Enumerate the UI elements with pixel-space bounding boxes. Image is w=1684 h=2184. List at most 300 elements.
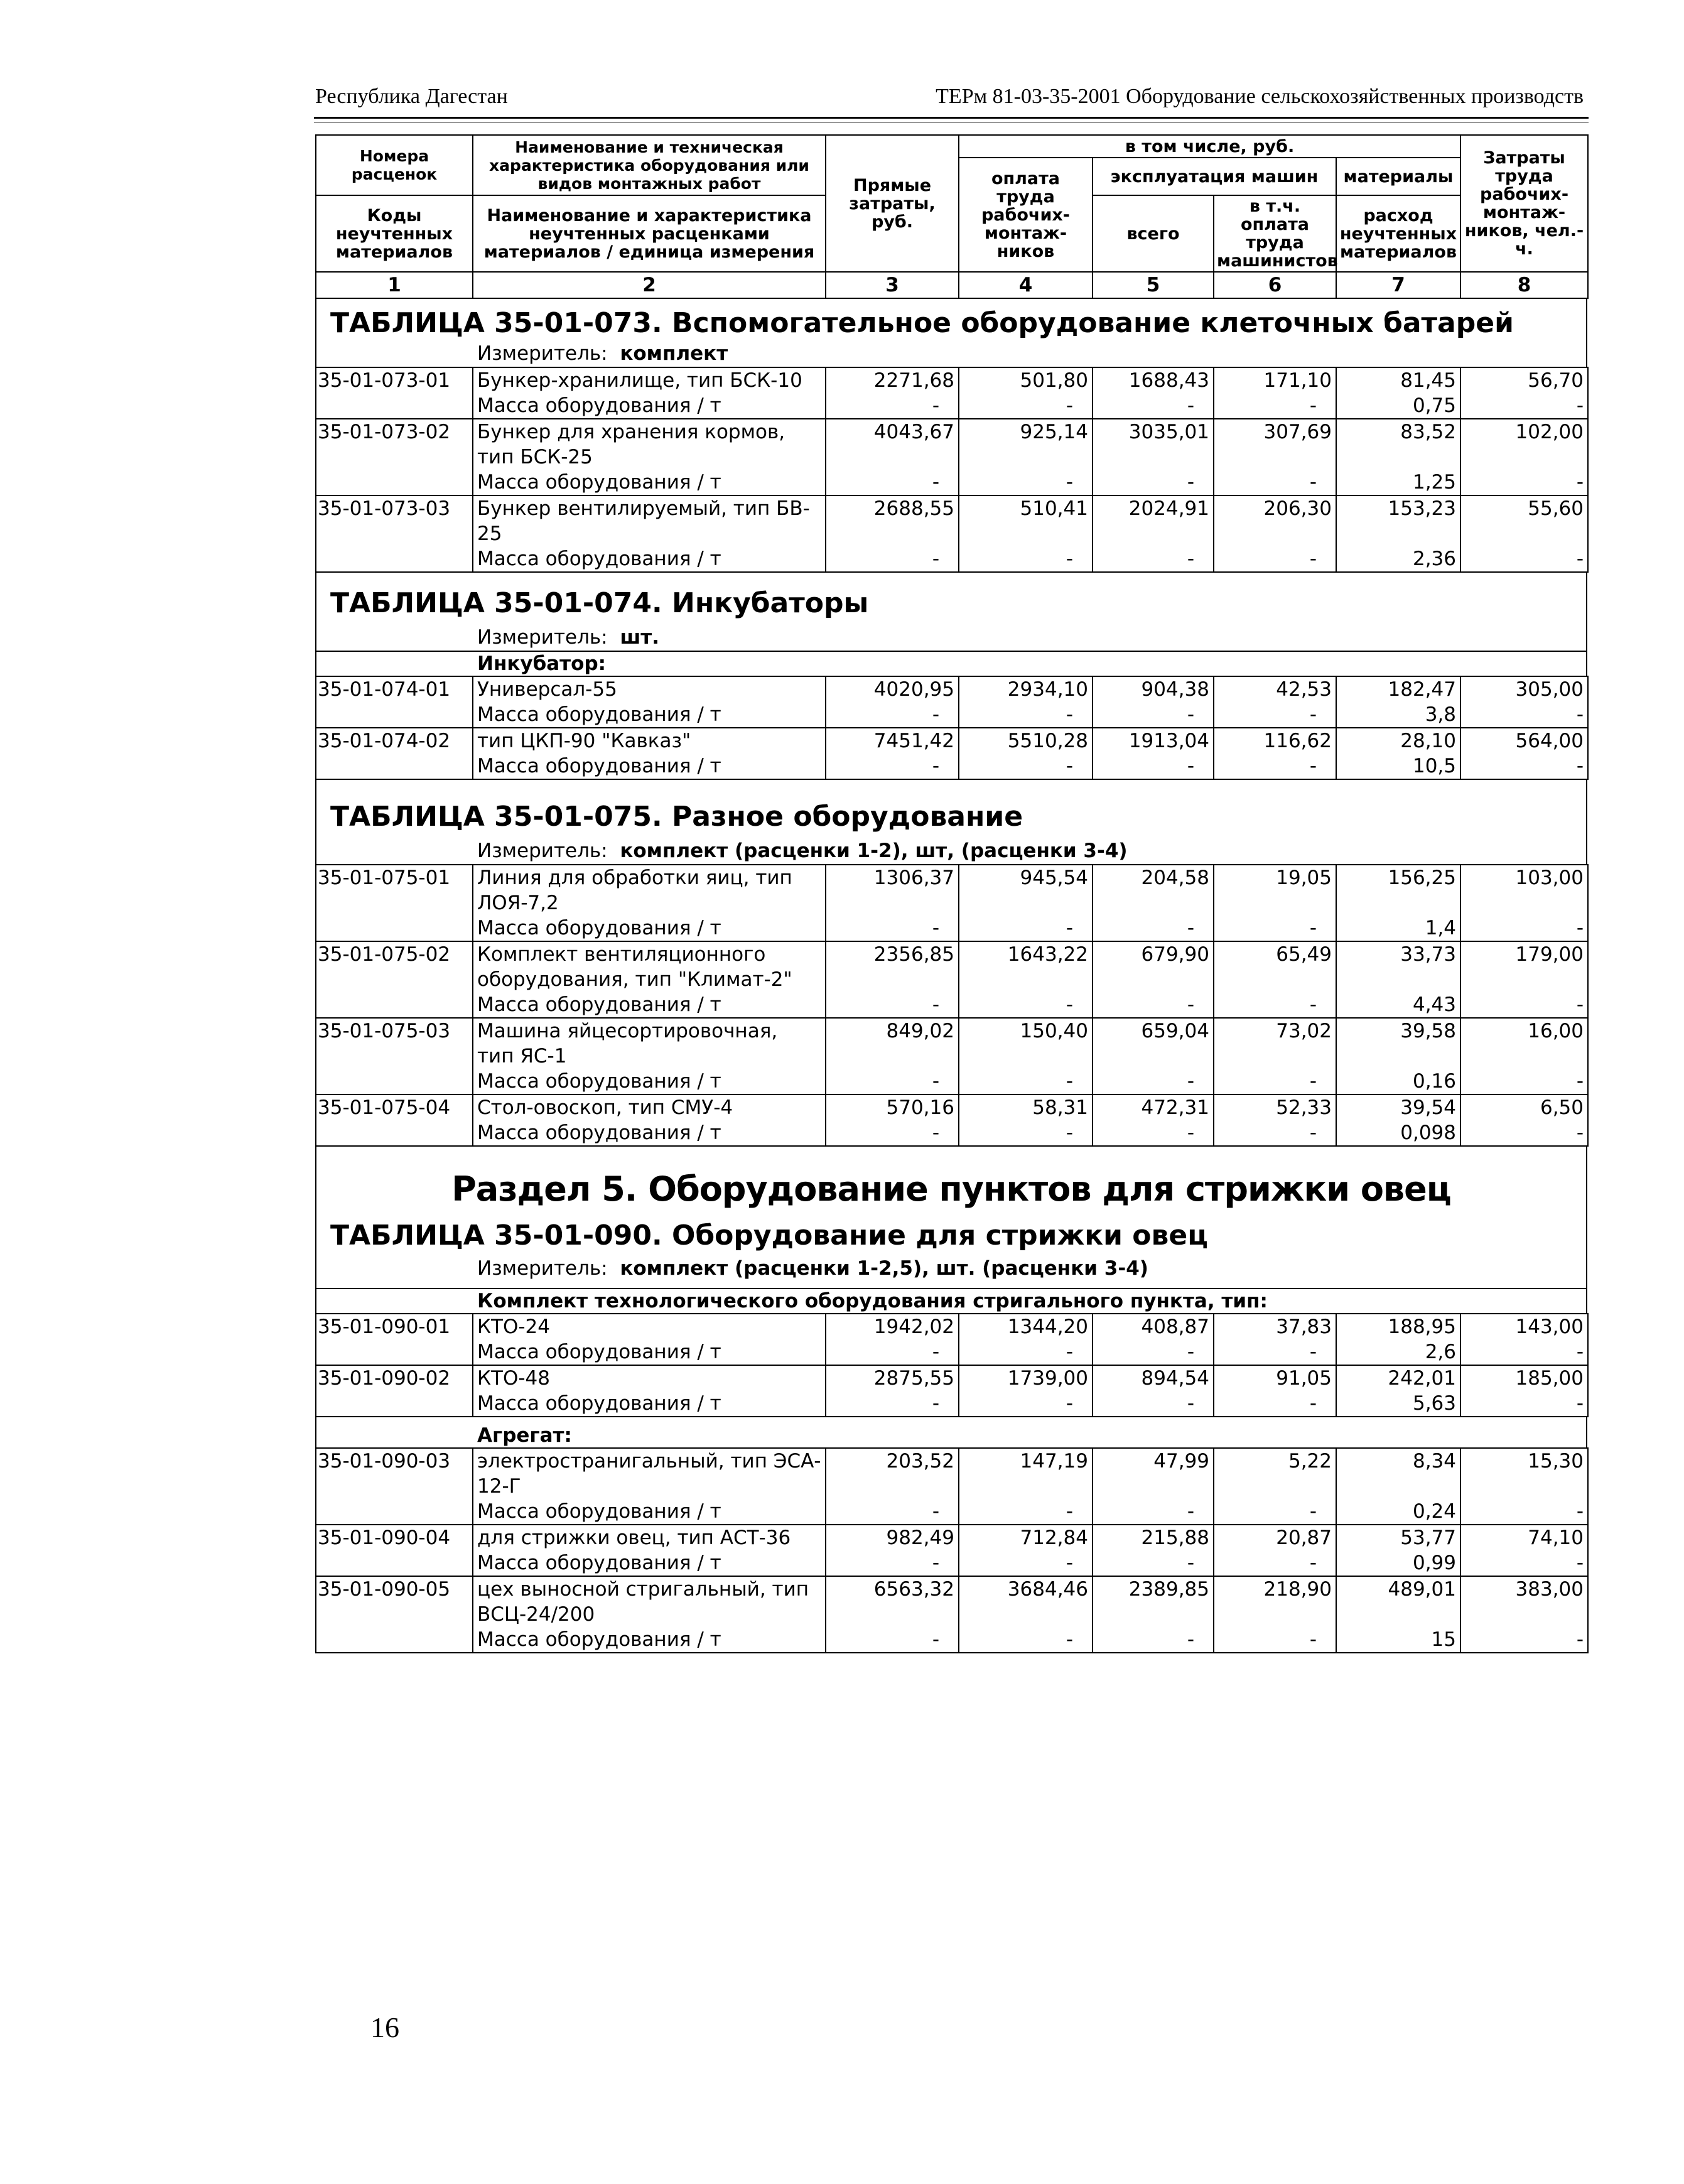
- rate-value: 143,00: [1460, 1314, 1588, 1339]
- dash-cell: -: [1214, 916, 1336, 941]
- header-left: Республика Дагестан: [315, 85, 508, 108]
- header-incl: в том числе, руб.: [959, 135, 1460, 158]
- dash-cell: -: [1093, 470, 1214, 495]
- dash-cell: -: [826, 916, 959, 941]
- dash-cell: -: [1460, 1499, 1588, 1525]
- mass-value: 2,6: [1336, 1339, 1460, 1365]
- mass-row: [316, 754, 1588, 779]
- dash-cell: -: [826, 702, 959, 728]
- table-090-rows-2: [315, 1447, 1587, 1653]
- rate-name: [473, 1525, 826, 1550]
- rate-name-line: ВСЦ-24/200: [477, 1603, 595, 1626]
- rate-name: [473, 1576, 826, 1627]
- mass-row: [316, 1499, 1588, 1525]
- header-right: ТЕРм 81-03-35-2001 Оборудование сельскохозяйственных производств: [936, 85, 1584, 108]
- dash-cell: -: [826, 1120, 959, 1146]
- mass-label: Масса оборудования / т: [473, 1120, 826, 1146]
- rate-value: 15,30: [1460, 1448, 1588, 1499]
- header-col2-bottom: Наименование и характеристика неучтенных расценками материалов / единица измерения: [473, 195, 826, 272]
- header-col2-top: Наименование и техническая характеристика оборудования или видов монтажных работ: [473, 135, 826, 195]
- rate-name-line: Бункер для хранения кормов,: [477, 421, 785, 443]
- rate-value: 28,10: [1336, 728, 1460, 754]
- header-machines: эксплуатация машин: [1093, 158, 1336, 195]
- mass-row: [316, 1339, 1588, 1365]
- mass-row: [316, 546, 1588, 572]
- empty-cell: [316, 1627, 473, 1653]
- rate-value: 570,16: [826, 1095, 959, 1120]
- table-row: [316, 941, 1588, 992]
- rate-name-line: Комплект вентиляционного: [477, 943, 766, 966]
- rate-name-line: 25: [477, 522, 502, 545]
- empty-cell: [316, 393, 473, 419]
- rate-value: 2875,55: [826, 1365, 959, 1391]
- rate-value: 305,00: [1460, 676, 1588, 702]
- rate-name: [473, 419, 826, 470]
- dash-cell: -: [826, 1069, 959, 1095]
- rate-value: 56,70: [1460, 367, 1588, 393]
- dash-cell: -: [1214, 1339, 1336, 1365]
- dash-cell: -: [1093, 1120, 1214, 1146]
- header-col7: расход неучтенных материалов: [1336, 195, 1460, 272]
- dash-cell: -: [959, 1627, 1093, 1653]
- dash-cell: -: [1214, 1627, 1336, 1653]
- mass-row: [316, 916, 1588, 941]
- rate-value: 153,23: [1336, 495, 1460, 546]
- rate-value: 408,87: [1093, 1314, 1214, 1339]
- rate-value: 659,04: [1093, 1018, 1214, 1069]
- dash-cell: -: [1460, 470, 1588, 495]
- rate-value: 3684,46: [959, 1576, 1093, 1627]
- dash-cell: -: [959, 470, 1093, 495]
- rate-name-line: электространигальный, тип ЭСА-: [477, 1450, 821, 1473]
- rate-value: 2271,68: [826, 367, 959, 393]
- dash-cell: -: [1460, 393, 1588, 419]
- rate-value: 3035,01: [1093, 419, 1214, 470]
- rate-value: 179,00: [1460, 941, 1588, 992]
- dash-cell: -: [1460, 916, 1588, 941]
- rate-value: 185,00: [1460, 1365, 1588, 1391]
- measure-label: Измеритель:: [477, 626, 608, 649]
- mass-label: Масса оборудования / т: [473, 992, 826, 1018]
- rate-value: 19,05: [1214, 865, 1336, 916]
- mass-value: 0,16: [1336, 1069, 1460, 1095]
- rate-value: 147,19: [959, 1448, 1093, 1499]
- rate-name: [473, 1018, 826, 1069]
- rate-code: 35-01-075-02: [316, 941, 473, 992]
- rate-value: 91,05: [1214, 1365, 1336, 1391]
- rate-value: 83,52: [1336, 419, 1460, 470]
- header-col1-bottom: Коды неучтенных материалов: [316, 195, 473, 272]
- dash-cell: -: [1460, 1627, 1588, 1653]
- col-number: 4: [959, 272, 1093, 298]
- dash-cell: -: [1093, 916, 1214, 941]
- table-075-rows: [315, 864, 1587, 1147]
- empty-cell: [316, 992, 473, 1018]
- rate-value: 16,00: [1460, 1018, 1588, 1069]
- col-number: 1: [316, 272, 473, 298]
- rate-value: 472,31: [1093, 1095, 1214, 1120]
- rate-code: 35-01-075-04: [316, 1095, 473, 1120]
- table-075-block: [315, 780, 1587, 864]
- dash-cell: -: [959, 1120, 1093, 1146]
- mass-label: Масса оборудования / т: [473, 470, 826, 495]
- rate-value: 171,10: [1214, 367, 1336, 393]
- empty-cell: [316, 1339, 473, 1365]
- dash-cell: -: [1460, 1120, 1588, 1146]
- dash-cell: -: [826, 1627, 959, 1653]
- dash-cell: -: [1460, 1339, 1588, 1365]
- mass-label: Масса оборудования / т: [473, 1499, 826, 1525]
- header-col5: всего: [1093, 195, 1214, 272]
- col-number: 5: [1093, 272, 1214, 298]
- rate-value: 945,54: [959, 865, 1093, 916]
- rate-value: 564,00: [1460, 728, 1588, 754]
- rate-name: [473, 865, 826, 916]
- dash-cell: -: [826, 393, 959, 419]
- section-title: Раздел 5. Оборудование пунктов для стрижки овец: [451, 1169, 1451, 1209]
- table-row: [316, 676, 1588, 702]
- col-number: 6: [1214, 272, 1336, 298]
- measure-line: [316, 619, 1586, 651]
- rate-name-line: Бункер-хранилище, тип БСК-10: [477, 369, 802, 392]
- header-col1-top: Номера расценок: [316, 135, 473, 195]
- group-label: Агрегат:: [477, 1424, 572, 1447]
- mass-value: 1,25: [1336, 470, 1460, 495]
- mass-row: [316, 1550, 1588, 1576]
- rate-code: 35-01-073-01: [316, 367, 473, 393]
- table-073-block: [315, 299, 1587, 367]
- table-row: [316, 728, 1588, 754]
- rate-code: 35-01-074-01: [316, 676, 473, 702]
- rate-value: 307,69: [1214, 419, 1336, 470]
- rate-table: [315, 1447, 1589, 1653]
- rate-name-line: цех выносной стригальный, тип: [477, 1578, 809, 1601]
- table-row: [316, 865, 1588, 916]
- rate-value: 103,00: [1460, 865, 1588, 916]
- dash-cell: -: [1214, 393, 1336, 419]
- measure-label: Измеритель:: [477, 840, 608, 862]
- rate-value: 2356,85: [826, 941, 959, 992]
- mass-value: 0,75: [1336, 393, 1460, 419]
- rate-name-line: Линия для обработки яиц, тип: [477, 867, 792, 889]
- header-col6: в т.ч. оплата труда машинистов: [1214, 195, 1336, 272]
- rate-code: 35-01-073-02: [316, 419, 473, 470]
- dash-cell: -: [1093, 1627, 1214, 1653]
- table-090-block: [315, 1147, 1587, 1313]
- dash-cell: -: [1214, 1120, 1336, 1146]
- rate-name-line: ЛОЯ-7,2: [477, 892, 559, 914]
- rate-value: 204,58: [1093, 865, 1214, 916]
- rate-value: 47,99: [1093, 1448, 1214, 1499]
- mass-row: [316, 470, 1588, 495]
- rate-value: 73,02: [1214, 1018, 1336, 1069]
- dash-cell: -: [1460, 754, 1588, 779]
- rate-value: 8,34: [1336, 1448, 1460, 1499]
- rate-table: [315, 367, 1589, 573]
- table-row: [316, 1365, 1588, 1391]
- rate-value: 39,54: [1336, 1095, 1460, 1120]
- table-074-rows: [315, 676, 1587, 780]
- dash-cell: -: [826, 1339, 959, 1365]
- rate-value: 1688,43: [1093, 367, 1214, 393]
- dash-cell: -: [1093, 1069, 1214, 1095]
- rate-value: 20,87: [1214, 1525, 1336, 1550]
- mass-value: 2,36: [1336, 546, 1460, 572]
- rate-code: 35-01-074-02: [316, 728, 473, 754]
- rate-value: 182,47: [1336, 676, 1460, 702]
- header-rule: [314, 117, 1589, 119]
- rate-value: 2934,10: [959, 676, 1093, 702]
- empty-cell: [316, 702, 473, 728]
- rate-value: 2688,55: [826, 495, 959, 546]
- rate-name: [473, 367, 826, 393]
- rate-value: 203,52: [826, 1448, 959, 1499]
- measure-line: [316, 339, 1586, 367]
- rate-code: 35-01-073-03: [316, 495, 473, 546]
- rate-value: 218,90: [1214, 1576, 1336, 1627]
- rate-value: 242,01: [1336, 1365, 1460, 1391]
- rate-value: 4043,67: [826, 419, 959, 470]
- rate-code: 35-01-090-04: [316, 1525, 473, 1550]
- dash-cell: -: [959, 1550, 1093, 1576]
- table-header: [315, 134, 1589, 299]
- mass-label: Масса оборудования / т: [473, 393, 826, 419]
- dash-cell: -: [1214, 1550, 1336, 1576]
- table-row: [316, 1314, 1588, 1339]
- rate-name-line: Бункер вентилируемый, тип БВ-: [477, 497, 810, 520]
- empty-cell: [316, 1120, 473, 1146]
- rate-name-line: 12-Г: [477, 1475, 521, 1498]
- mass-label: Масса оборудования / т: [473, 1627, 826, 1653]
- rate-value: 1942,02: [826, 1314, 959, 1339]
- dash-cell: -: [1460, 702, 1588, 728]
- rate-name-line: тип БСК-25: [477, 446, 593, 468]
- dash-cell: -: [1093, 992, 1214, 1018]
- dash-cell: -: [1214, 546, 1336, 572]
- rate-table: [315, 1313, 1589, 1417]
- rate-value: 1306,37: [826, 865, 959, 916]
- rate-value: 33,73: [1336, 941, 1460, 992]
- table-row: [316, 1018, 1588, 1069]
- rate-name-line: тип ЦКП-90 "Кавказ": [477, 730, 691, 752]
- dash-cell: -: [959, 916, 1093, 941]
- rate-name: [473, 728, 826, 754]
- rate-value: 52,33: [1214, 1095, 1336, 1120]
- table-title: ТАБЛИЦА 35-01-073. Вспомогательное оборудование клеточных батарей: [330, 307, 1514, 339]
- empty-cell: [316, 916, 473, 941]
- mass-value: 1,4: [1336, 916, 1460, 941]
- table-row: [316, 1095, 1588, 1120]
- rate-name: [473, 1448, 826, 1499]
- rate-value: 5,22: [1214, 1448, 1336, 1499]
- mass-value: 5,63: [1336, 1391, 1460, 1417]
- rate-value: 188,95: [1336, 1314, 1460, 1339]
- mass-row: [316, 1120, 1588, 1146]
- empty-cell: [316, 1069, 473, 1095]
- dash-cell: -: [959, 754, 1093, 779]
- dash-cell: -: [1214, 1069, 1336, 1095]
- dash-cell: -: [826, 1499, 959, 1525]
- rate-value: 81,45: [1336, 367, 1460, 393]
- dash-cell: -: [959, 1499, 1093, 1525]
- rate-value: 55,60: [1460, 495, 1588, 546]
- rate-value: 510,41: [959, 495, 1093, 546]
- rate-name-line: оборудования, тип "Климат-2": [477, 968, 792, 991]
- rate-name-line: Универсал-55: [477, 678, 617, 701]
- rate-value: 156,25: [1336, 865, 1460, 916]
- rate-value: 4020,95: [826, 676, 959, 702]
- dash-cell: -: [1214, 1499, 1336, 1525]
- rate-name: [473, 1365, 826, 1391]
- measure-line: [316, 1251, 1586, 1282]
- price-table-wrapper: [315, 134, 1587, 1653]
- rate-value: 489,01: [1336, 1576, 1460, 1627]
- dash-cell: -: [1460, 992, 1588, 1018]
- rate-value: 894,54: [1093, 1365, 1214, 1391]
- rate-name-line: Машина яйцесортировочная,: [477, 1020, 778, 1042]
- dash-cell: -: [1460, 1069, 1588, 1095]
- rate-table: [315, 676, 1589, 780]
- rate-value: 2389,85: [1093, 1576, 1214, 1627]
- rate-code: 35-01-090-01: [316, 1314, 473, 1339]
- dash-cell: -: [1460, 546, 1588, 572]
- mass-value: 3,8: [1336, 702, 1460, 728]
- rate-value: 849,02: [826, 1018, 959, 1069]
- dash-cell: -: [1214, 470, 1336, 495]
- rate-value: 53,77: [1336, 1525, 1460, 1550]
- header-col3: Прямые затраты, руб.: [826, 135, 959, 272]
- mass-label: Масса оборудования / т: [473, 1391, 826, 1417]
- mass-value: 0,24: [1336, 1499, 1460, 1525]
- rate-value: 206,30: [1214, 495, 1336, 546]
- empty-cell: [316, 546, 473, 572]
- rate-value: 982,49: [826, 1525, 959, 1550]
- dash-cell: -: [1460, 1391, 1588, 1417]
- dash-cell: -: [1214, 702, 1336, 728]
- dash-cell: -: [1093, 702, 1214, 728]
- rate-name: [473, 941, 826, 992]
- table-074-block: [315, 573, 1587, 676]
- rate-code: 35-01-075-01: [316, 865, 473, 916]
- rate-value: 1739,00: [959, 1365, 1093, 1391]
- measure-value: комплект (расценки 1-2), шт, (расценки 3-4): [620, 840, 1128, 862]
- table-row: [316, 419, 1588, 470]
- mass-label: Масса оборудования / т: [473, 754, 826, 779]
- rate-code: 35-01-090-03: [316, 1448, 473, 1499]
- dash-cell: -: [1093, 1550, 1214, 1576]
- rate-table: [315, 864, 1589, 1147]
- table-row: [316, 1525, 1588, 1550]
- rate-value: 74,10: [1460, 1525, 1588, 1550]
- dash-cell: -: [826, 546, 959, 572]
- header-materials: материалы: [1336, 158, 1460, 195]
- dash-cell: -: [959, 393, 1093, 419]
- rate-value: 215,88: [1093, 1525, 1214, 1550]
- measure-label: Измеритель:: [477, 1257, 608, 1280]
- dash-cell: -: [826, 470, 959, 495]
- rate-value: 65,49: [1214, 941, 1336, 992]
- rate-value: 58,31: [959, 1095, 1093, 1120]
- mass-label: Масса оборудования / т: [473, 702, 826, 728]
- empty-cell: [316, 470, 473, 495]
- table-row: [316, 1448, 1588, 1499]
- rate-name: [473, 495, 826, 546]
- dash-cell: -: [826, 1391, 959, 1417]
- rate-value: 904,38: [1093, 676, 1214, 702]
- rate-value: 501,80: [959, 367, 1093, 393]
- mass-row: [316, 393, 1588, 419]
- rate-code: 35-01-090-02: [316, 1365, 473, 1391]
- mass-label: Масса оборудования / т: [473, 1339, 826, 1365]
- measure-value: шт.: [620, 626, 660, 649]
- measure-line: [316, 833, 1586, 864]
- rate-value: 42,53: [1214, 676, 1336, 702]
- table-title: ТАБЛИЦА 35-01-074. Инкубаторы: [330, 587, 869, 619]
- rate-value: 6,50: [1460, 1095, 1588, 1120]
- dash-cell: -: [959, 546, 1093, 572]
- rate-value: 116,62: [1214, 728, 1336, 754]
- dash-cell: -: [1093, 1499, 1214, 1525]
- mass-label: Масса оборудования / т: [473, 1069, 826, 1095]
- rate-code: 35-01-075-03: [316, 1018, 473, 1069]
- table-title: ТАБЛИЦА 35-01-090. Оборудование для стрижки овец: [330, 1219, 1208, 1251]
- table-073-rows: [315, 367, 1587, 573]
- dash-cell: -: [826, 992, 959, 1018]
- rate-name: [473, 1314, 826, 1339]
- mass-row: [316, 1627, 1588, 1653]
- dash-cell: -: [1093, 1391, 1214, 1417]
- rate-value: 5510,28: [959, 728, 1093, 754]
- table-row: [316, 495, 1588, 546]
- empty-cell: [316, 1499, 473, 1525]
- dash-cell: -: [1214, 1391, 1336, 1417]
- dash-cell: -: [1093, 754, 1214, 779]
- rate-value: 712,84: [959, 1525, 1093, 1550]
- col-number: 3: [826, 272, 959, 298]
- rate-value: 37,83: [1214, 1314, 1336, 1339]
- group-label: Комплект технологического оборудования стригального пункта, тип:: [477, 1290, 1268, 1312]
- table-090-rows-1: [315, 1313, 1587, 1417]
- table-row: [316, 367, 1588, 393]
- mass-value: 0,098: [1336, 1120, 1460, 1146]
- mass-row: [316, 1391, 1588, 1417]
- rate-value: 1643,22: [959, 941, 1093, 992]
- rate-value: 7451,42: [826, 728, 959, 754]
- mass-label: Масса оборудования / т: [473, 1550, 826, 1576]
- mass-value: 0,99: [1336, 1550, 1460, 1576]
- mass-label: Масса оборудования / т: [473, 916, 826, 941]
- dash-cell: -: [1214, 992, 1336, 1018]
- header-col8: Затраты труда рабочих-монтаж-ников, чел.-ч.: [1460, 135, 1588, 272]
- dash-cell: -: [959, 702, 1093, 728]
- dash-cell: -: [826, 1550, 959, 1576]
- dash-cell: -: [1214, 754, 1336, 779]
- rate-value: 925,14: [959, 419, 1093, 470]
- rate-name: [473, 1095, 826, 1120]
- measure-value: комплект (расценки 1-2,5), шт. (расценки 3-4): [620, 1257, 1148, 1280]
- empty-cell: [316, 754, 473, 779]
- mass-value: 4,43: [1336, 992, 1460, 1018]
- dash-cell: -: [1093, 546, 1214, 572]
- mass-label: Масса оборудования / т: [473, 546, 826, 572]
- rate-value: 2024,91: [1093, 495, 1214, 546]
- rate-value: 6563,32: [826, 1576, 959, 1627]
- dash-cell: -: [1460, 1550, 1588, 1576]
- mass-row: [316, 1069, 1588, 1095]
- mass-value: 10,5: [1336, 754, 1460, 779]
- dash-cell: -: [1093, 393, 1214, 419]
- col-number: 2: [473, 272, 826, 298]
